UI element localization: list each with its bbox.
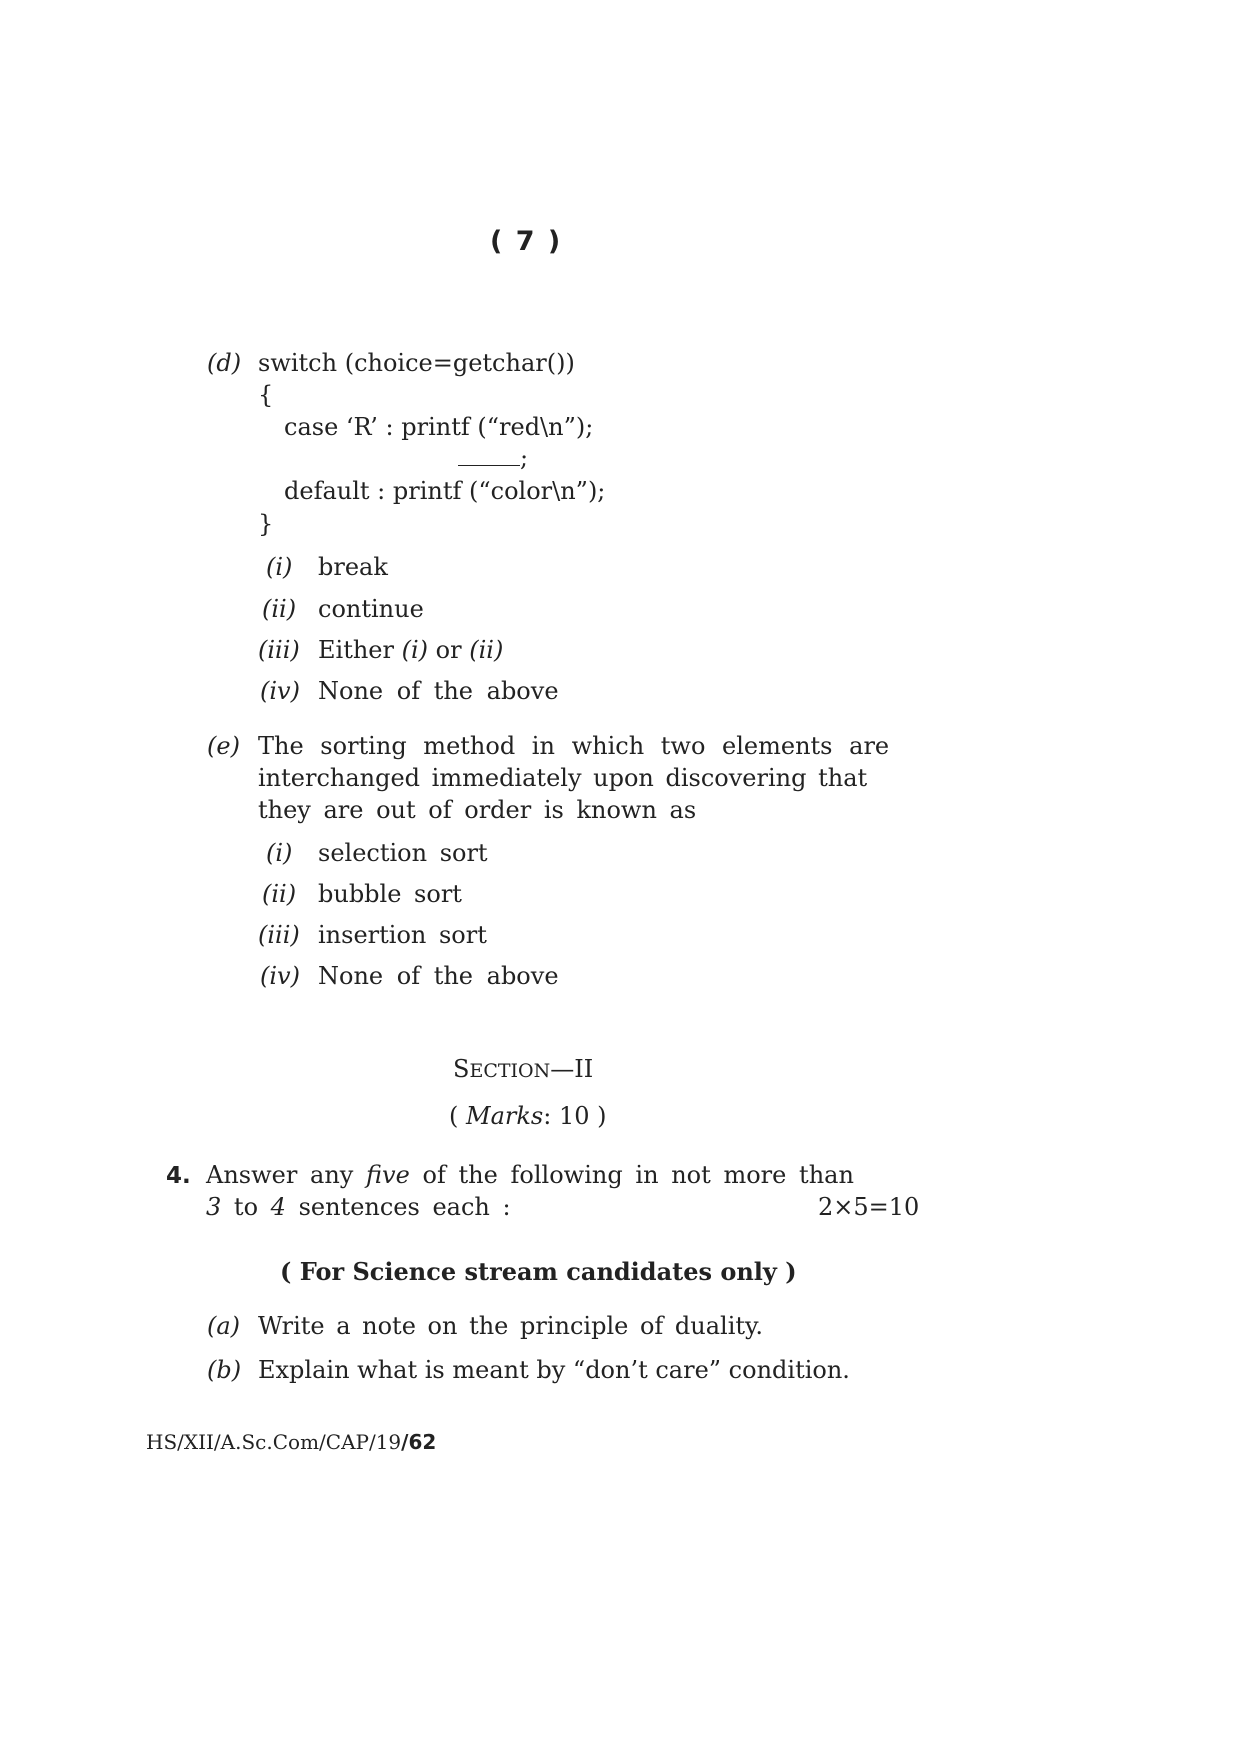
option-label: (iv)	[260, 677, 300, 705]
code-line-6: }	[258, 510, 274, 538]
code-line-4: ;	[520, 444, 529, 472]
code-line-2: {	[258, 381, 274, 409]
option-label: (iii)	[258, 921, 300, 949]
option-text: None of the above	[318, 677, 559, 705]
item-text: Write a note on the principle of duality.	[258, 1312, 764, 1340]
question-4-line-2: 3 to 4 sentences each :	[206, 1193, 511, 1221]
code-line-3: case ‘R’ : printf (“red\n”);	[284, 413, 594, 441]
item-label: (a)	[207, 1312, 241, 1340]
option-label: (iii)	[258, 636, 300, 664]
fill-in-blank	[458, 445, 520, 466]
code-line-5: default : printf (“color\n”);	[284, 477, 606, 505]
question-e-line-1: The sorting method in which two elements are	[258, 732, 890, 760]
footer-code: HS/XII/A.Sc.Com/CAP/19/62	[146, 1430, 437, 1454]
question-e-label: (e)	[207, 732, 240, 760]
option-label: (ii)	[262, 880, 297, 908]
question-4-line-1: Answer any five of the following in not more than	[206, 1161, 854, 1189]
item-text: Explain what is meant by “don’t care” condition.	[258, 1356, 850, 1384]
question-4-marks: 2×5=10	[818, 1193, 920, 1221]
code-blank-line	[458, 444, 528, 472]
question-d-label: (d)	[207, 349, 242, 377]
question-e-line-2: interchanged immediately upon discovering that	[258, 764, 868, 792]
stream-note: ( For Science stream candidates only )	[280, 1257, 797, 1286]
section-marks: ( Marks: 10 )	[449, 1102, 607, 1130]
option-text: None of the above	[318, 962, 559, 990]
option-text: selection sort	[318, 839, 488, 867]
option-text: bubble sort	[318, 880, 462, 908]
option-text: insertion sort	[318, 921, 487, 949]
code-line-1: switch (choice=getchar())	[258, 349, 575, 377]
option-label: (iv)	[260, 962, 300, 990]
page-number: ( 7 )	[490, 226, 563, 257]
question-number: 4.	[166, 1163, 191, 1189]
option-text: continue	[318, 595, 424, 623]
option-label: (ii)	[262, 595, 297, 623]
option-text: Either (i) or (ii)	[318, 636, 504, 664]
option-label: (i)	[266, 553, 293, 581]
option-text: break	[318, 553, 388, 581]
section-title: SECTION—II	[453, 1055, 594, 1083]
option-label: (i)	[266, 839, 293, 867]
item-label: (b)	[207, 1356, 242, 1384]
question-e-line-3: they are out of order is known as	[258, 796, 697, 824]
